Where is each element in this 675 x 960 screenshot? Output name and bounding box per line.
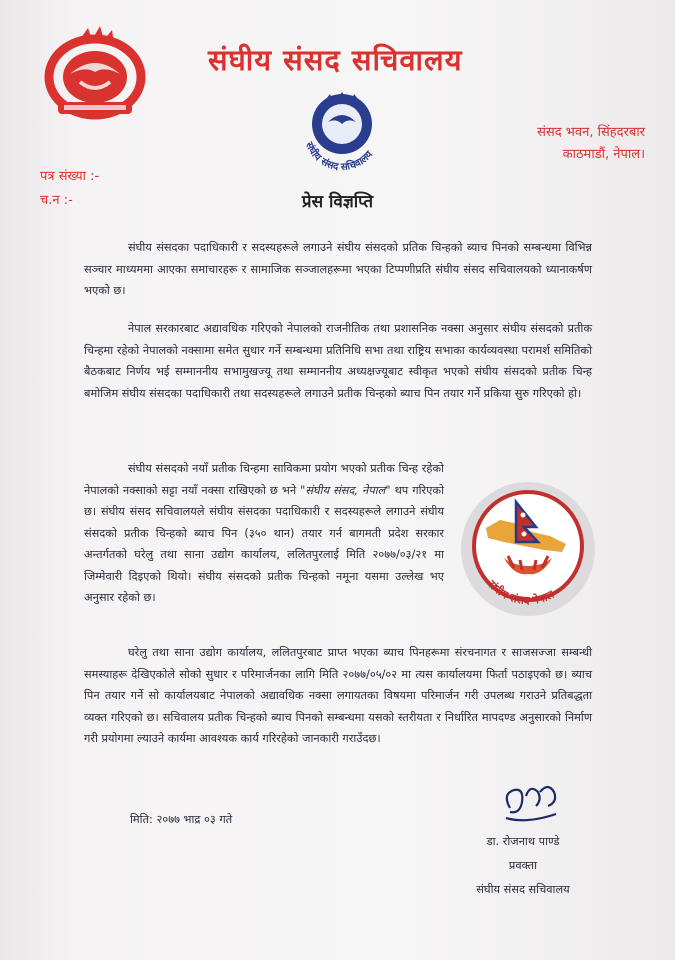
date-line: मिति: २०७७ भाद्र ०३ गते (130, 813, 233, 826)
dispatch-number-label: च.न :- (40, 193, 73, 208)
signatory-role: प्रवक्ता (508, 859, 538, 872)
paragraph-1: संघीय संसदका पदाधिकारी र सदस्यहरूले लगाउने संघीय संसदको प्रतिक चिन्हको ब्याच पिनको सम्बन्धमा विभिन्न सञ्चार माध्यममा आएका समाचारहरू र सामाजिक सञ्जालहरूमा भएका टिप्पणीप्रति संघीय संसद सचिवालयको ध्यानाकर्षण भएको छ। (84, 241, 592, 297)
address-block (537, 122, 645, 166)
address-line-2: काठमाडौं, नेपाल। (562, 147, 645, 162)
paragraph-2: नेपाल सरकारबाट अद्यावधिक गरिएको नेपालको राजनीतिक तथा प्रशासनिक नक्सा अनुसार संघीय संसदको प्रतीक चिन्हमा रहेको नेपालको नक्सामा समेत सुधार गर्ने सम्बन्धमा प्रतिनिधि सभा तथा राष्ट्रिय सभाका कार्यव्यवस्था परामर्श समितिको बैठकबाट निर्णय भई सम्माननीय सभामुखज्यू तथा सम्माननीय अध्यक्षज्यूबाट स्वीकृत भएको संघीय संसदको प्रतीक चिन्ह बमोजिम संघीय संसदका पदाधिकारी तथा सदस्यहरूले लगाउने प्रतीक चिन्हको ब्याच पिन तयार गर्ने प्रकिया सुरु गरिएको हो। (84, 322, 592, 400)
address-line-1: संसद भवन, सिंहदरबार (537, 125, 645, 140)
paragraph-3-part-a: संघीय संसदको नयाँ प्रतीक चिन्हमा साविकमा प्रयोग भएको प्रतीक चिन्ह रहेको नेपालको नक्साको सट्टा नयाँ नक्सा राखिएको छ भने (84, 462, 444, 497)
signatory-office: संघीय संसद सचिवालय (476, 883, 570, 896)
secretariat-seal-logo (292, 92, 392, 174)
paragraph-3 (84, 458, 444, 609)
federal-parliament-emblem (458, 480, 598, 618)
paragraph-4: घरेलु तथा साना उद्योग कार्यालय, ललितपुरबाट प्राप्त भएका ब्याच पिनहरूमा संरचनागत र साजसज्जा सम्बन्धी समस्याहरू देखिएकोले सोको सुधार र परिमार्जनका लागि मिति २०७७/०५/०२ मा त्यस कार्यालयमा फिर्ता पठाइएको छ। ब्याच पिन तयार गर्ने सो कार्यालयबाट नेपालको अद्यावधिक नक्सा लगायतका विषयमा परिमार्जन गरी उपलब्ध गराउने प्रतिबद्धता व्यक्त गरिएको छ। सचिवालय प्रतीक चिन्हको ब्याच पिनको सम्बन्धमा यसको स्तरीयता र निर्धारित मापदण्ड अनुसारको निर्माण गरी प्रयोगमा ल्याउने कार्यमा आवश्यक कार्य गरिरहेको जानकारी गराउँदछ। (84, 646, 592, 745)
paragraph-3-quote: "संघीय संसद, नेपाल" (300, 483, 391, 497)
seal-caption: संघीय संसद सचिवालय (302, 140, 376, 174)
emblem-caption: संघीय संसद नेपाल (485, 577, 556, 608)
signatory-name: डा. रोजनाथ पाण्डे (486, 835, 560, 848)
signature-mark (496, 778, 566, 828)
signatory-block (463, 830, 583, 902)
press-release-heading: प्रेस विज्ञप्ति (301, 192, 374, 212)
paragraph-3-part-b: थप गरिएको छ। संघीय संसद सचिवालयले संघीय संसदका पदाधिकारी र सदस्यहरूले लगाउने संघीय संसदको प्रतीक चिन्हको ब्याच पिन (३५० थान) तयार गर्न बागमती प्रदेश सरकार अन्तर्गतको घरेलु तथा साना उद्योग कार्यालय, ललितपुरलाई मिति २०७७/०३/२१ मा जिम्मेवारी दिइएको थियो। संघीय संसदको प्रतीक चिन्हको नमूना यसमा उल्लेख भए अनुसार रहेको छ। (84, 483, 444, 604)
letterhead-title: संघीय संसद सचिवालय (208, 43, 463, 77)
nepal-emblem-logo (40, 22, 150, 122)
letter-number-label: पत्र संख्या :- (40, 169, 100, 184)
